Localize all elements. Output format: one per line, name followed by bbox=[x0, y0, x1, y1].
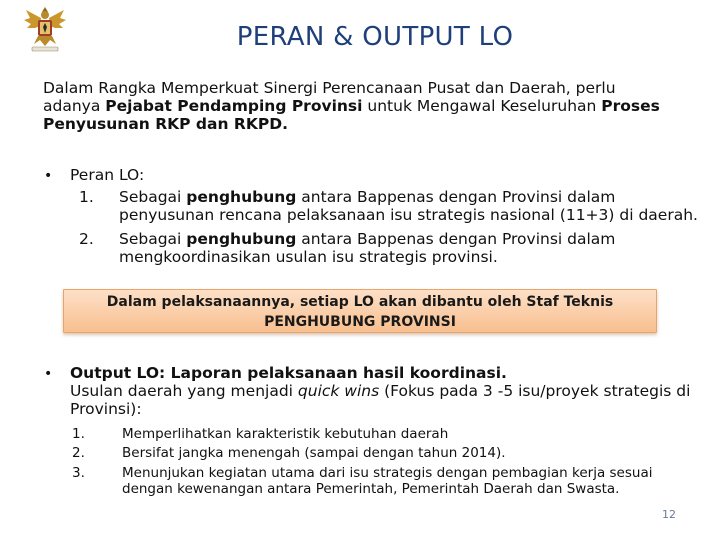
output-item-2: Bersifat jangka menengah (sampai dengan tahun 2014). bbox=[122, 445, 506, 461]
peran-item-2: Sebagai penghubung antara Bappenas dengan Provinsi dalam mengkoordinasikan usulan isu strategis provinsi. bbox=[119, 230, 616, 266]
bullet-output: • bbox=[44, 366, 53, 382]
peran-item-1: Sebagai penghubung antara Bappenas dengan Provinsi dalam penyusunan rencana pelaksanaan isu strategis nasional (11+3) di daerah. bbox=[119, 188, 698, 224]
callout-line-2: PENGHUBUNG PROVINSI bbox=[264, 314, 456, 330]
output-item-1: Memperlihatkan karakteristik kebutuhan daerah bbox=[122, 426, 449, 442]
output-heading: Output LO: Laporan pelaksanaan hasil koordinasi. Usulan daerah yang menjadi quick wins (Fokus pada 3 -5 isu/proyek strategis di Provinsi): bbox=[70, 364, 691, 418]
peran-heading: Peran LO: bbox=[70, 166, 145, 184]
output-item-3: Menunjukan kegiatan utama dari isu strategis dengan pembagian kerja sesuai dengan kewenangan antara Pemerintah, Pemerintah Daerah dan Swasta. bbox=[122, 465, 653, 497]
intro-line-1: Dalam Rangka Memperkuat Sinergi Perencanaan Pusat dan Daerah, perlu bbox=[43, 79, 616, 97]
page-title: PERAN & OUTPUT LO bbox=[236, 22, 514, 52]
page-number: 12 bbox=[662, 508, 676, 521]
intro-paragraph: Dalam Rangka Memperkuat Sinergi Perencanaan Pusat dan Daerah, perlu adanya Pejabat Pendamping Provinsi untuk Mengawal Keseluruhan Proses Penyusunan RKP dan RKPD. bbox=[43, 79, 660, 133]
callout-line-1: Dalam pelaksanaannya, setiap LO akan dibantu oleh Staf Teknis bbox=[106, 294, 614, 310]
peran-item-1-number: 1. bbox=[79, 188, 94, 206]
output-item-3-number: 3. bbox=[72, 465, 85, 481]
callout-box bbox=[63, 289, 657, 333]
bullet-peran: • bbox=[44, 168, 53, 184]
peran-item-2-number: 2. bbox=[79, 230, 94, 248]
output-item-2-number: 2. bbox=[72, 445, 85, 461]
output-item-1-number: 1. bbox=[72, 426, 85, 442]
